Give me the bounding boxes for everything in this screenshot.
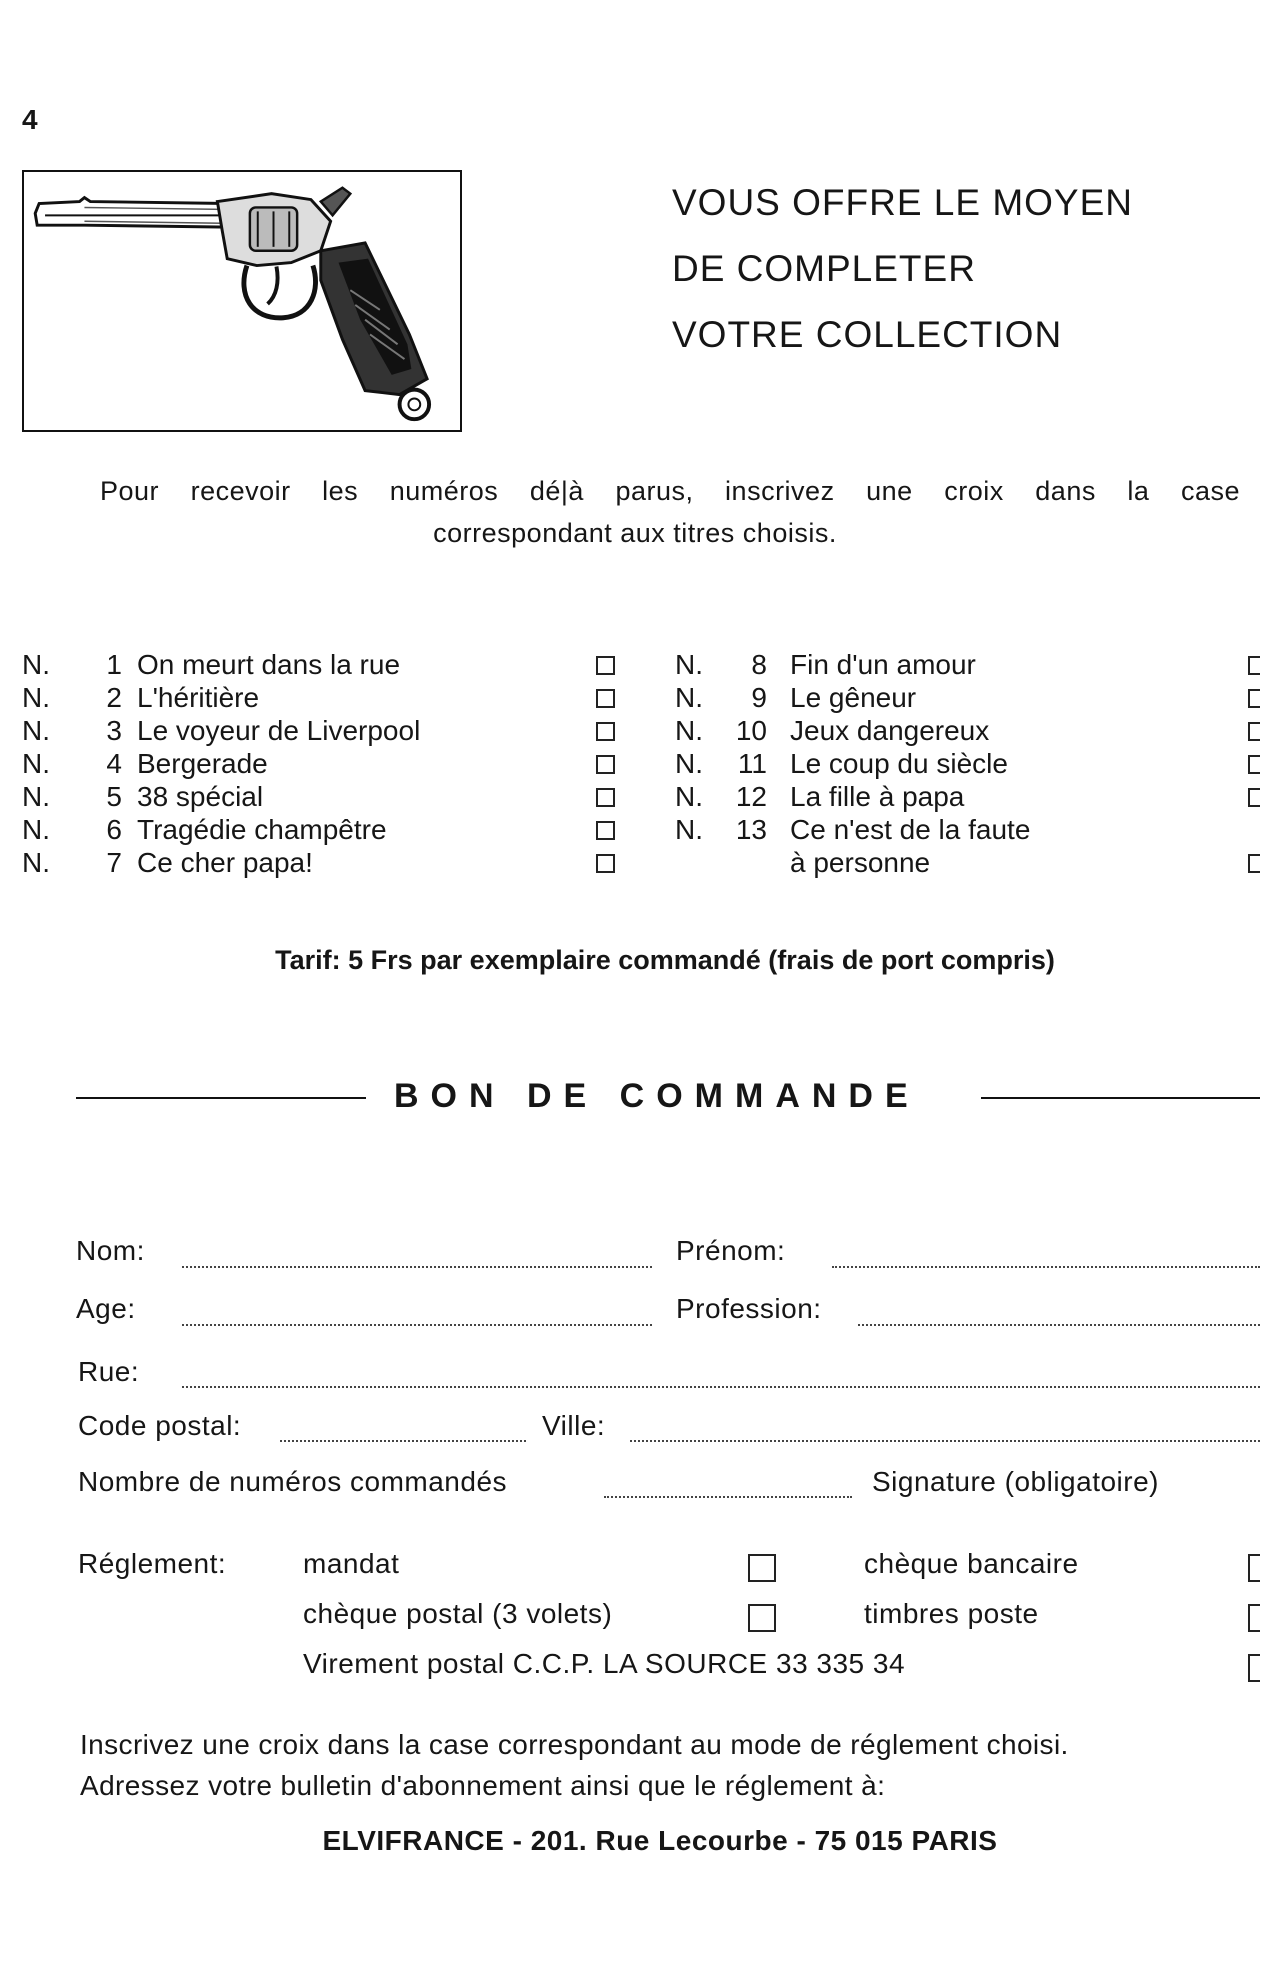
- title-name: Ce n'est de la faute: [790, 814, 1031, 845]
- title-name: Le gêneur: [790, 682, 917, 713]
- title-row: [675, 714, 1260, 747]
- ville-label: Ville:: [542, 1410, 606, 1441]
- title-number: 9: [751, 682, 767, 713]
- title-n: N.: [675, 781, 703, 812]
- title-checkbox[interactable]: [1248, 788, 1260, 807]
- heading-rule-right: [981, 1097, 1260, 1099]
- title-name: Ce cher papa!: [137, 847, 313, 878]
- nom-label: Nom:: [76, 1235, 145, 1266]
- title-name: On meurt dans la rue: [137, 649, 401, 680]
- virement-checkbox[interactable]: [1248, 1654, 1260, 1682]
- title-name: Le voyeur de Liverpool: [137, 715, 421, 746]
- code-postal-field[interactable]: [280, 1440, 526, 1442]
- intro-line-1: Pour recevoir les numéros dé|à parus, inscrivez une croix dans la case: [100, 476, 1240, 506]
- title-n: N.: [675, 649, 703, 680]
- title-checkbox[interactable]: [1248, 722, 1260, 741]
- title-name: 38 spécial: [137, 781, 264, 812]
- title-n: N.: [675, 748, 703, 779]
- age-label: Age:: [76, 1293, 136, 1324]
- title-name: L'héritière: [137, 682, 260, 713]
- title-n: N.: [22, 814, 50, 845]
- titles-left-list: [22, 648, 642, 888]
- title-name: Bergerade: [137, 748, 268, 779]
- title-checkbox[interactable]: [1248, 689, 1260, 708]
- title-checkbox[interactable]: [1248, 854, 1260, 873]
- title-row: [22, 846, 642, 879]
- mandat-checkbox[interactable]: [748, 1554, 776, 1582]
- title-number: 12: [735, 781, 767, 812]
- ville-field[interactable]: [630, 1440, 1260, 1442]
- headline: [672, 170, 1133, 368]
- headline-line-2: DE COMPLETER: [672, 248, 976, 289]
- title-checkbox[interactable]: [1248, 656, 1260, 675]
- virement-label: Virement postal C.C.P. LA SOURCE 33 335 34: [303, 1648, 906, 1679]
- title-row: [22, 747, 642, 780]
- title-checkbox[interactable]: [1248, 755, 1260, 774]
- title-number: 5: [106, 781, 122, 812]
- cheque-bancaire-label: chèque bancaire: [864, 1548, 1079, 1579]
- title-row: [22, 681, 642, 714]
- title-number: 11: [737, 748, 767, 779]
- code-postal-label: Code postal:: [78, 1410, 242, 1441]
- nombre-label: Nombre de numéros commandés: [78, 1466, 508, 1497]
- mandat-label: mandat: [303, 1548, 400, 1579]
- title-row: [675, 747, 1260, 780]
- order-form-heading: [76, 1077, 1260, 1117]
- profession-label: Profession:: [676, 1293, 822, 1324]
- intro-paragraph: [100, 470, 1240, 554]
- title-row: [675, 846, 1260, 879]
- title-name: Tragédie champêtre: [137, 814, 387, 845]
- title-checkbox[interactable]: [596, 722, 615, 741]
- title-checkbox[interactable]: [596, 656, 615, 675]
- title-row: [675, 813, 1260, 846]
- title-row: [675, 681, 1260, 714]
- title-number: 8: [751, 649, 767, 680]
- title-row: [675, 648, 1260, 681]
- title-number: 4: [106, 748, 122, 779]
- title-n: N.: [22, 682, 50, 713]
- cheque-bancaire-checkbox[interactable]: [1248, 1554, 1260, 1582]
- title-n: N.: [675, 715, 703, 746]
- headline-line-3: VOTRE COLLECTION: [672, 314, 1063, 355]
- title-row: [675, 780, 1260, 813]
- title-n: N.: [22, 847, 50, 878]
- price-line: Tarif: 5 Frs par exemplaire commandé (frais de port compris): [275, 945, 1055, 975]
- title-number: 10: [735, 715, 767, 746]
- title-checkbox[interactable]: [596, 854, 615, 873]
- instruction-line-2: Adressez votre bulletin d'abonnement ainsi que le réglement à:: [80, 1770, 886, 1801]
- timbres-checkbox[interactable]: [1248, 1604, 1260, 1632]
- title-row: [22, 714, 642, 747]
- instruction-line-1: Inscrivez une croix dans la case correspondant au mode de réglement choisi.: [80, 1729, 1069, 1760]
- title-number: 1: [106, 649, 122, 680]
- title-n: N.: [675, 814, 703, 845]
- revolver-icon: [24, 172, 460, 430]
- title-row: [22, 648, 642, 681]
- rue-field[interactable]: [182, 1386, 1260, 1388]
- title-row: [22, 813, 642, 846]
- age-field[interactable]: [182, 1324, 652, 1326]
- title-checkbox[interactable]: [596, 821, 615, 840]
- title-checkbox[interactable]: [596, 788, 615, 807]
- order-form-title: BON DE COMMANDE: [394, 1077, 920, 1115]
- title-checkbox[interactable]: [596, 755, 615, 774]
- title-n: N.: [22, 748, 50, 779]
- reglement-label: Réglement:: [78, 1548, 227, 1579]
- prenom-label: Prénom:: [676, 1235, 786, 1266]
- title-n: N.: [22, 715, 50, 746]
- cheque-postal-label: chèque postal (3 volets): [303, 1598, 613, 1629]
- profession-field[interactable]: [858, 1324, 1260, 1326]
- title-name-continued: à personne: [790, 847, 931, 878]
- title-name: La fille à papa: [790, 781, 965, 812]
- cheque-postal-checkbox[interactable]: [748, 1604, 776, 1632]
- title-n: N.: [675, 682, 703, 713]
- title-number: 6: [106, 814, 122, 845]
- title-n: N.: [22, 649, 50, 680]
- title-name: Jeux dangereux: [790, 715, 990, 746]
- title-checkbox[interactable]: [596, 689, 615, 708]
- title-name: Fin d'un amour: [790, 649, 976, 680]
- title-name: Le coup du siècle: [790, 748, 1008, 779]
- title-number: 7: [106, 847, 122, 878]
- headline-line-1: VOUS OFFRE LE MOYEN: [672, 182, 1134, 223]
- mailing-address: ELVIFRANCE - 201. Rue Lecourbe - 75 015 PARIS: [322, 1825, 998, 1856]
- heading-rule-left: [76, 1097, 366, 1099]
- nom-field[interactable]: [182, 1266, 652, 1268]
- signature-label: Signature (obligatoire): [872, 1466, 1159, 1497]
- intro-line-2: correspondant aux titres choisis.: [433, 518, 837, 548]
- title-n: N.: [22, 781, 50, 812]
- title-number: 13: [735, 814, 767, 845]
- page-number: 4: [22, 104, 38, 135]
- nombre-field[interactable]: [604, 1496, 852, 1498]
- prenom-field[interactable]: [832, 1266, 1260, 1268]
- title-row: [22, 780, 642, 813]
- rue-label: Rue:: [78, 1356, 140, 1387]
- revolver-illustration: [22, 170, 462, 432]
- timbres-label: timbres poste: [864, 1598, 1039, 1629]
- titles-right-list: [675, 648, 1260, 888]
- title-number: 3: [106, 715, 122, 746]
- title-number: 2: [106, 682, 122, 713]
